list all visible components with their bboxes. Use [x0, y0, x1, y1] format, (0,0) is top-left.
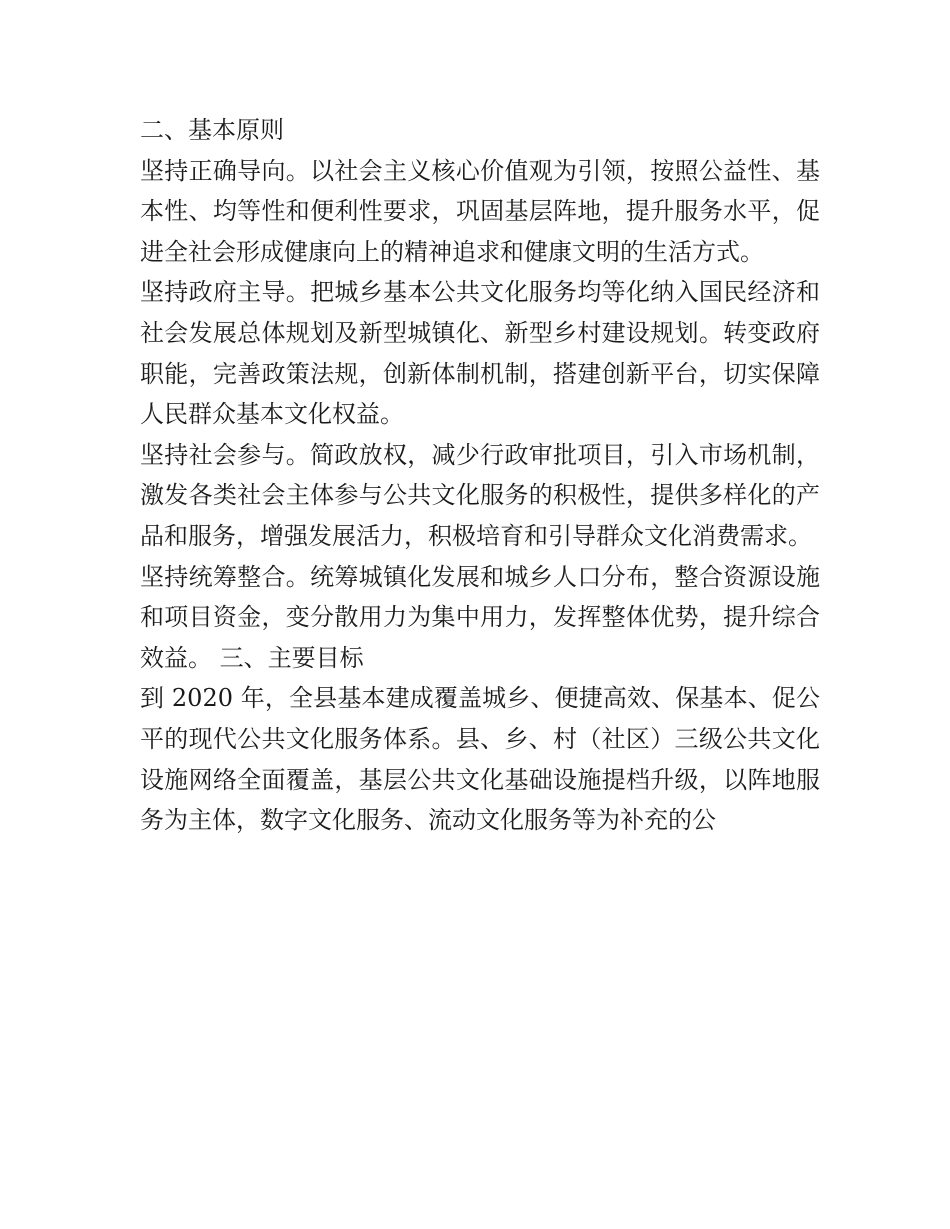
document-body — [140, 110, 820, 841]
section-heading-basic-principles: 二、基本原则 — [140, 116, 284, 144]
paragraph-correct-orientation: 坚持正确导向。以社会主义核心价值观为引领，按照公益性、基本性、均等性和便利性要求，巩固基层阵地，提升服务水平，促进全社会形成健康向上的精神追求和健康文明的生活方式。 — [140, 156, 820, 266]
paragraph-social-participation: 坚持社会参与。简政放权，减少行政审批项目，引入市场机制，激发各类社会主体参与公共文化服务的积极性，提供多样化的产品和服务，增强发展活力，积极培育和引导群众文化消费需求。 — [140, 440, 820, 550]
paragraph-government-led: 坚持政府主导。把城乡基本公共文化服务均等化纳入国民经济和社会发展总体规划及新型城镇化、新型乡村建设规划。转变政府职能，完善政策法规，创新体制机制，搭建创新平台，切实保障人民群众基本文化权益。 — [140, 278, 820, 429]
paragraph-coordination-integration: 坚持统筹整合。统筹城镇化发展和城乡人口分布，整合资源设施和项目资金，变分散用力为集中用力，发挥整体优势，提升综合效益。 三、主要目标 — [140, 562, 820, 672]
paragraph-main-goals: 到 2020 年，全县基本建成覆盖城乡、便捷高效、保基本、促公平的现代公共文化服务体系。县、乡、村（社区）三级公共文化设施网络全面覆盖，基层公共文化基础设施提档升级，以阵地服务为主体，数字文化服务、流动文化服务等为补充的公 — [140, 684, 820, 835]
